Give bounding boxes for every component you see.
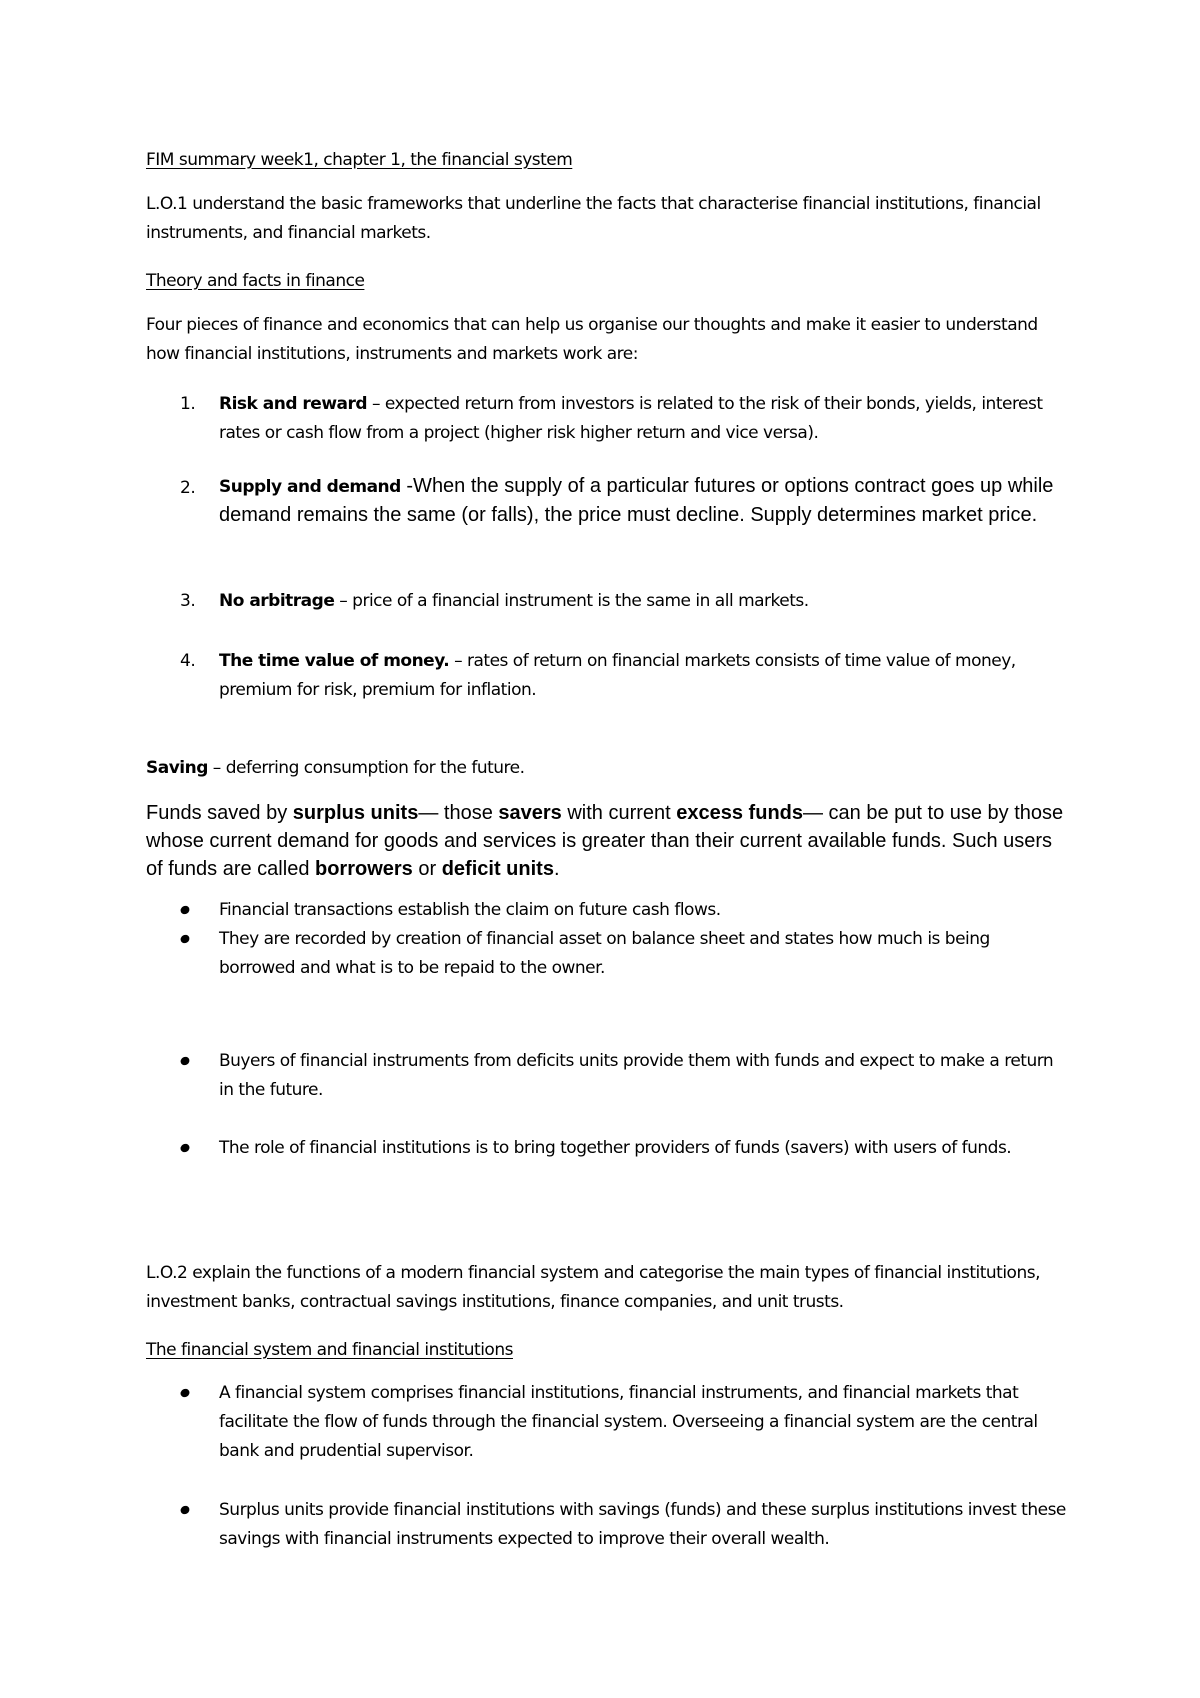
funds-bold-term: savers (498, 802, 562, 824)
list-item-risk-and-reward (219, 390, 1069, 448)
funds-text: or (412, 858, 442, 880)
list-item-supply-and-demand (219, 472, 1069, 530)
saving-paragraph (146, 754, 1076, 783)
list-text: – rates of return on financial markets consists of time value of money, premium for risk, premium for inflation. (219, 651, 1016, 700)
bullet-icon (181, 1506, 191, 1516)
bullet-item: The role of financial institutions is to bring together providers of funds (savers) with users of funds. (219, 1138, 1012, 1158)
bullet-icon (181, 906, 191, 916)
bullet-icon (181, 935, 191, 945)
list-number-3: 3. (180, 591, 196, 611)
bullet-item: Buyers of financial instruments from deficits units provide them with funds and expect to make a return in the future. (219, 1051, 1054, 1100)
bullet-item: They are recorded by creation of financial asset on balance sheet and states how much is being borrowed and what is to be repaid to the owner. (219, 929, 990, 978)
document-title: FIM summary week1, chapter 1, the financial system (146, 150, 573, 170)
funds-text: Funds saved by (146, 802, 293, 824)
bullet-icon (181, 1144, 191, 1154)
learning-objective-1: L.O.1 understand the basic frameworks that underline the facts that characterise financial institutions, financial instruments, and financial markets. (146, 194, 1041, 243)
bullet-icon (181, 1389, 191, 1399)
funds-paragraph (146, 799, 1066, 883)
list-text: – price of a financial instrument is the same in all markets. (334, 591, 809, 611)
heading-theory-and-facts: Theory and facts in finance (146, 271, 365, 291)
funds-text: — can be put to use by those whose current demand for goods and services is greater than their current available funds. Such users of funds are called (146, 802, 1064, 880)
funds-bold-term: excess funds (676, 802, 803, 824)
intro-paragraph: Four pieces of finance and economics that can help us organise our thoughts and make it easier to understand how financial institutions, instruments and markets work are: (146, 315, 1038, 364)
funds-bold-term: surplus units (292, 802, 419, 824)
list-term: Risk and reward (219, 394, 368, 414)
funds-bold-term: borrowers (315, 858, 413, 880)
list-item-time-value-of-money (219, 647, 1069, 705)
heading-financial-system: The financial system and financial institutions (146, 1340, 513, 1360)
bullet-item: A financial system comprises financial institutions, financial instruments, and financial markets that facilitate the flow of funds through the financial system. Overseeing a financial system are the central bank and prudential supervisor. (219, 1383, 1038, 1461)
list-item-no-arbitrage (219, 587, 1069, 616)
list-text: -When the supply of a particular futures or options contract goes up while demand remains the same (or falls), the price must decline. Supply determines market price. (219, 475, 1054, 526)
list-term: No arbitrage (219, 591, 335, 611)
funds-text: . (553, 858, 560, 880)
list-number-2: 2. (180, 478, 196, 498)
learning-objective-2: L.O.2 explain the functions of a modern financial system and categorise the main types of financial institutions, investment banks, contractual savings institutions, finance companies, and unit trusts. (146, 1263, 1040, 1312)
saving-term: Saving (146, 758, 208, 778)
funds-text: — those (418, 802, 499, 824)
list-term: Supply and demand (219, 477, 401, 497)
bullet-item: Surplus units provide financial institutions with savings (funds) and these surplus institutions invest these savings with financial instruments expected to improve their overall wealth. (219, 1500, 1066, 1549)
list-number-1: 1. (180, 394, 196, 414)
funds-text: with current (561, 802, 677, 824)
list-text: – expected return from investors is related to the risk of their bonds, yields, interest rates or cash flow from a project (higher risk higher return and vice versa). (219, 394, 1043, 443)
bullet-item: Financial transactions establish the claim on future cash flows. (219, 900, 721, 920)
funds-bold-term: deficit units (441, 858, 554, 880)
bullet-icon (181, 1057, 191, 1067)
list-term: The time value of money. (219, 651, 450, 671)
list-number-4: 4. (180, 651, 196, 671)
saving-text: – deferring consumption for the future. (207, 758, 525, 778)
